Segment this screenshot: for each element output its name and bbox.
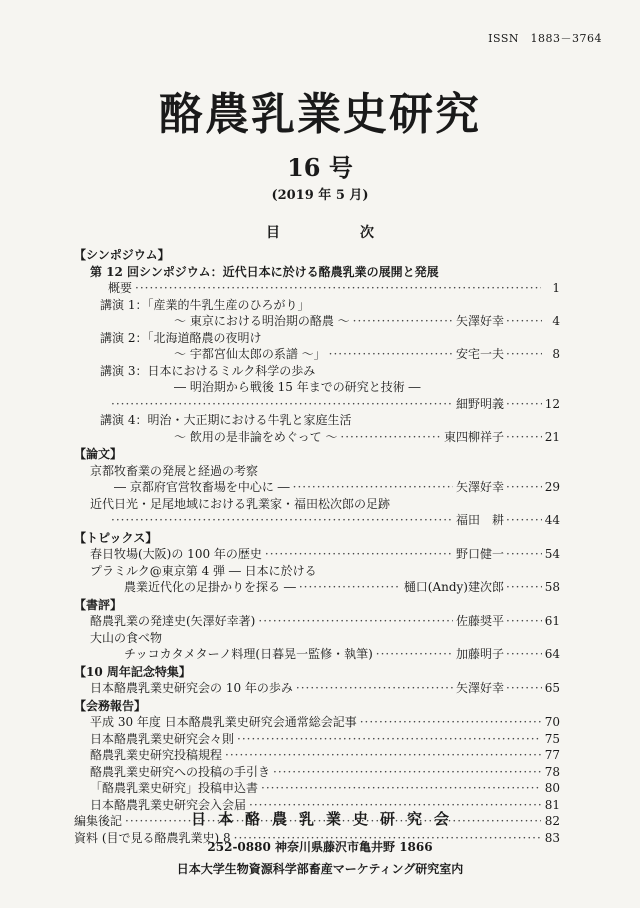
toc-entry-page: 58 [544, 580, 560, 594]
toc-leader-dots [353, 313, 453, 330]
toc-entry [74, 396, 560, 413]
toc-entry-line: 講演 2：「北海道酪農の夜明け [100, 330, 262, 345]
toc-entry-page: 21 [544, 429, 560, 444]
toc-leader-dots [135, 280, 541, 297]
toc-entry [74, 546, 560, 563]
toc-entry-page: 81 [544, 797, 560, 812]
toc-entry-line: 第 12 回シンポジウム：近代日本に於ける酪農乳業の展開と発展 [90, 264, 439, 279]
toc-entry [74, 429, 560, 446]
toc-entry-title: 春日牧場(大阪)の 100 年の歴史 [90, 547, 262, 561]
toc-entry-page: 82 [544, 814, 560, 828]
toc-leader-dots [506, 429, 542, 446]
toc-entry-page: 64 [544, 647, 560, 661]
toc-leader-dots [237, 731, 541, 748]
toc-leader-dots [376, 646, 453, 663]
toc-entry-title: チッコカタメターノ料理(日暮晃一監修・執筆) [124, 647, 373, 661]
toc-entry-title: 日本酪農乳業史研究会々則 [90, 731, 235, 746]
toc-entry [74, 313, 560, 330]
toc-leader-dots [111, 396, 453, 413]
toc-leader-dots [258, 613, 453, 630]
toc-leader-dots [506, 396, 542, 413]
toc-entry [74, 579, 560, 596]
issue-date: (2019 年 5 月) [271, 188, 369, 203]
toc-entry-title: 概要 [108, 281, 133, 295]
toc-entry-author: 矢澤好幸 [455, 681, 504, 695]
toc-entry [74, 680, 560, 697]
toc-section-heading: 【10 周年記念特集】 [74, 664, 191, 679]
toc-entry-page: 80 [544, 781, 560, 795]
toc-entry [74, 512, 560, 529]
toc-entry-title: 日本酪農乳業史研究会の 10 年の歩み [90, 681, 293, 695]
toc-entry-page: 65 [544, 681, 560, 695]
toc-entry-title: ― 京都府官営牧畜場を中心に ― [114, 480, 290, 494]
toc-entry-page: 83 [544, 830, 560, 845]
toc-leader-dots [296, 680, 453, 697]
toc-entry-page: 61 [544, 614, 560, 628]
toc-entry-title: 日本酪農乳業史研究会入会届 [90, 797, 247, 812]
toc-entry-page: 1 [552, 281, 560, 295]
toc-entry-title: 酪農乳業の発達史(矢澤好幸著) [90, 614, 256, 628]
toc-entry-author: 佐藤奨平 [455, 614, 504, 628]
toc-leader-dots [329, 346, 453, 363]
toc-leader-dots [360, 714, 541, 731]
toc-leader-dots [273, 764, 541, 781]
toc-entry-author: 矢澤好幸 [455, 480, 504, 494]
toc-entry-author: 野口健一 [455, 547, 504, 561]
toc-entry-author: 細野明義 [455, 396, 504, 411]
toc-leader-dots [293, 479, 453, 496]
toc-entry-title: ～ 東京における明治期の酪農 ～ [174, 314, 350, 328]
toc-entry [74, 764, 560, 781]
toc-leader-dots [299, 579, 401, 596]
toc-entry-author: 安宅一夫 [455, 347, 504, 361]
toc-entry-page: 12 [544, 396, 560, 411]
toc-entry [74, 780, 560, 797]
toc-entry-line: 近代日光・足尾地域における乳業家・福田松次郎の足跡 [90, 496, 391, 511]
toc-entry [74, 613, 560, 630]
table-of-contents [74, 246, 560, 846]
toc-entry-line: ― 明治期から戦後 15 年までの研究と技術 ― [174, 380, 421, 394]
toc-entry-author: 東四柳祥子 [443, 429, 504, 444]
toc-entry-title: 「酪農乳業史研究」投稿申込書 [90, 781, 259, 795]
issue-number: 16 号 [287, 153, 353, 182]
toc-leader-dots [506, 546, 542, 563]
society-name: 日本酪農乳業史研究会 [190, 810, 461, 828]
toc-entry [74, 479, 560, 496]
society-address: 252-0880 神奈川県藤沢市亀井野 1866 [207, 840, 433, 854]
toc-entry-page: 44 [544, 513, 560, 527]
toc-entry-page: 8 [552, 347, 560, 361]
toc-leader-dots [506, 346, 542, 363]
toc-heading: 目次 [266, 225, 454, 241]
toc-leader-dots [506, 646, 542, 663]
toc-section-heading: 【シンポジウム】 [74, 248, 170, 262]
toc-leader-dots [111, 512, 453, 529]
toc-entry [74, 646, 560, 663]
toc-entry-title: 資料 (目で見る酪農乳業史) 8 [74, 830, 231, 845]
toc-section-heading: 【会務報告】 [74, 698, 147, 713]
toc-entry-author: 加藤明子 [455, 647, 504, 661]
toc-entry-author: 樋口(Andy)建次郎 [403, 580, 504, 594]
toc-entry [74, 714, 560, 731]
toc-entry-page: 4 [552, 314, 560, 328]
toc-entry [74, 346, 560, 363]
toc-entry-page: 54 [544, 547, 560, 561]
toc-entry-page: 70 [544, 715, 560, 729]
toc-leader-dots [506, 479, 542, 496]
toc-entry-line: 講演 3：日本におけるミルク科学の歩み [100, 363, 316, 378]
toc-entry-title: 農業近代化の足掛かりを探る ― [124, 580, 296, 594]
toc-entry-line: プラミルク@東京第 4 弾 ― 日本に於ける [90, 563, 317, 578]
toc-entry-line: 講演 1：「産業的牛乳生産のひろがり」 [100, 297, 310, 312]
society-office: 日本大学生物資源科学部畜産マーケティング研究室内 [176, 862, 464, 876]
toc-leader-dots [225, 747, 541, 764]
journal-title: 酪農乳業史研究 [159, 89, 481, 140]
toc-entry [74, 747, 560, 764]
toc-entry-page: 78 [544, 764, 560, 779]
toc-leader-dots [506, 512, 542, 529]
toc-entry [74, 731, 560, 748]
toc-entry-line: 大山の食べ物 [90, 630, 163, 645]
toc-leader-dots [506, 579, 542, 596]
toc-leader-dots [265, 546, 453, 563]
toc-leader-dots [506, 680, 542, 697]
toc-entry-title: 酪農乳業史研究への投稿の手引き [90, 764, 271, 779]
toc-leader-dots [340, 429, 441, 446]
toc-entry-title: 酪農乳業史研究投稿規程 [90, 748, 223, 762]
toc-section-heading: 【書評】 [74, 597, 123, 612]
toc-leader-dots [506, 613, 542, 630]
toc-entry-line: 京都牧畜業の発展と経過の考察 [90, 463, 259, 478]
toc-entry-title: 編集後記 [74, 814, 123, 828]
issn-number: ISSN 1883－3764 [488, 32, 602, 45]
toc-leader-dots [261, 780, 541, 797]
toc-entry-title: ～ 飲用の是非論をめぐって ～ [174, 429, 338, 444]
toc-section-heading: 【論文】 [74, 447, 123, 461]
toc-entry-author: 矢澤好幸 [455, 314, 504, 328]
toc-entry-title: 平成 30 年度 日本酪農乳業史研究会通常総会記事 [90, 715, 357, 729]
toc-entry-page: 75 [544, 731, 560, 746]
toc-section-heading: 【トピックス】 [74, 530, 158, 545]
toc-entry-title: ～ 宇都宮仙太郎の系譜 ～」 [174, 347, 326, 361]
toc-leader-dots [506, 313, 542, 330]
toc-entry-page: 77 [544, 748, 560, 762]
toc-entry [74, 280, 560, 297]
toc-entry-line: 講演 4：明治・大正期における牛乳と家庭生活 [100, 413, 352, 427]
toc-entry-author: 福田 耕 [455, 513, 504, 527]
toc-entry-page: 29 [544, 480, 560, 494]
